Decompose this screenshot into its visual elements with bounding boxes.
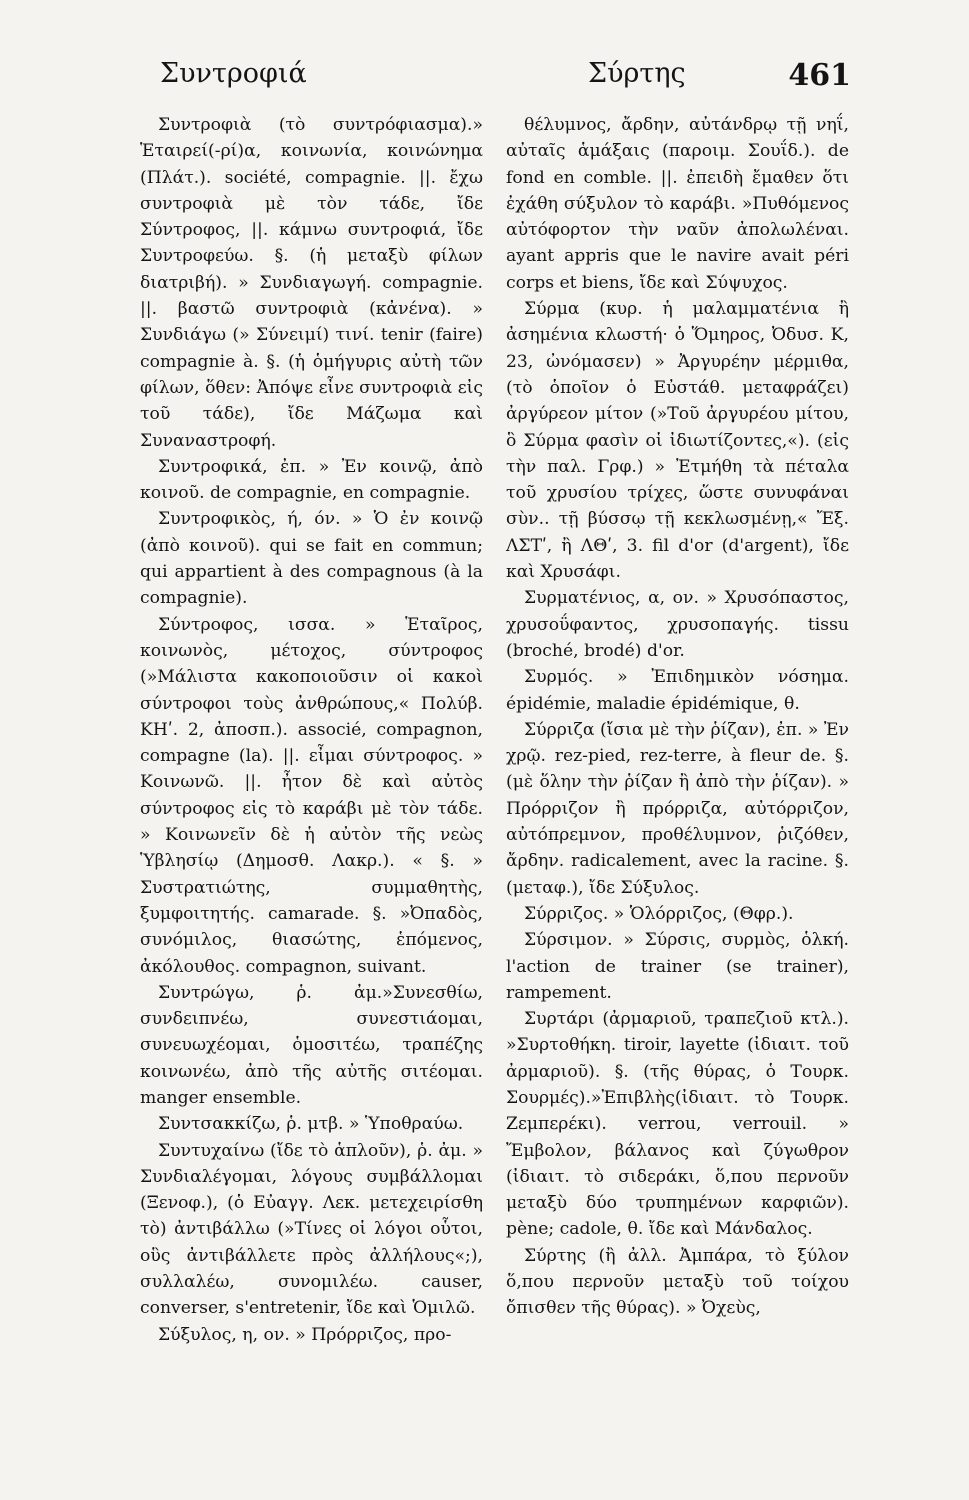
dictionary-entry: Σύρσιμον. » Σύρσις, συρμὸς, ὁλκή. l'action de trainer (se trainer), rampement. bbox=[506, 930, 849, 1003]
dictionary-entry: Συρτάρι (ἀρμαριοῦ, τραπεζιοῦ κτλ.). »Συρτοθήκη. tiroir, layette (ἰδιαιτ. τοῦ ἀρμαριοῦ). §. (τῆς θύρας, ὁ Τουρκ. Σουρμές).»Ἐπιβλὴς(ἰδιαιτ. τὸ Τουρκ. Ζεμπερέκι). verrou, verrouil. » Ἔμβολον, βάλανος καὶ ζύγωθρον (ἰδιαιτ. τὸ σιδεράκι, ὅ,που περνοῦν μεταξὺ δύο τρυπημένων καρφιῶν). pène; cadole, θ. ἴδε καὶ Μάνδαλος. bbox=[506, 1009, 849, 1240]
dictionary-entry: Συντσακκίζω, ῥ. μτβ. » Ὑποθραύω. bbox=[158, 1114, 464, 1135]
dictionary-entry: Συρμός. » Ἐπιδημικὸν νόσημα. épidémie, maladie épidémique, θ. bbox=[506, 667, 849, 714]
dictionary-entry: Συντροφικά, ἐπ. » Ἐν κοινῷ, ἀπὸ κοινοῦ. de compagnie, en compagnie. bbox=[140, 456, 483, 504]
text-columns bbox=[140, 112, 849, 1348]
dictionary-entry: Σύρμα (κυρ. ἡ μαλαμματένια ἢ ἀσημένια κλωστή· ὁ Ὅμηρος, Ὀδυσ. Κ, 23, ὠνόμασεν) » Ἀργυρέην μέρμιθα, (τὸ ὁποῖον ὁ Εὐστάθ. μεταφράζει) ἀργύρεον μίτον (»Τοῦ ἀργυρέου μίτου, ὃ Σύρμα φασὶν οἱ ἰδιωτίζοντες,«). (εἰς τὴν παλ. Γρφ.) » Ἐτμήθη τὰ πέταλα τοῦ χρυσίου τρίχες, ὥστε συνυφάναι σὺν.. τῇ βύσσῳ τῇ κεκλωσμένῃ,« Ἔξ. ΛΣΤʹ, ἢ ΛΘʹ, 3. fil d'or (d'argent), ἴδε καὶ Χρυσάφι. bbox=[506, 299, 849, 583]
dictionary-entry: Συντροφιὰ (τὸ συντρόφιασμα).» Ἑταιρεί(-ρί)α, κοινωνία, κοινώνημα (Πλάτ.). société, compagnie. ||. ἔχω συντροφιὰ μὲ τὸν τάδε, ἴδε Σύντροφος, ||. κάμνω συντροφιά, ἴδε Συντροφεύω. §. (ἡ μεταξὺ φίλων διατριβή). » Συνδιαγωγή. compagnie. ||. βαστῶ συντροφιὰ (κἀνένα). » Συνδιάγω (» Σύνειμί) τινί. tenir (faire) compagnie à. §. (ἡ ὁμήγυρις αὐτὴ τῶν φίλων, ὅθεν: Ἀπόψε εἶνε συντροφιὰ εἰς τοῦ τάδε), ἴδε Μάζωμα καὶ Συναναστροφή. bbox=[140, 115, 483, 451]
dictionary-entry: Σύξυλος, η, ον. » Πρόρριζος, προ- bbox=[158, 1324, 452, 1345]
header-left-guide-word: Συντροφιά bbox=[160, 58, 307, 89]
running-header bbox=[140, 58, 849, 102]
dictionary-entry: Συρματένιος, α, ον. » Χρυσόπαστος, χρυσοΰφαντος, χρυσοπαγής. tissu (broché, brodé) d'or. bbox=[506, 588, 849, 661]
dictionary-entry: θέλυμνος, ἄρδην, αὐτάνδρῳ τῇ νηΐ, αὐταῖς ἁμάξαις (παροιμ. Σουΐδ.). de fond en comble. ||. ἐπειδὴ ἔμαθεν ὅτι ἐχάθη σύξυλον τὸ καράβι. »Πυθόμενος αὐτόφορτον τὴν ναῦν ἀπολωλέναι. ayant appris que le navire avait péri corps et biens, ἴδε καὶ Σύψυχος. bbox=[506, 115, 849, 293]
dictionary-entry: Σύρριζος. » Ὁλόρριζος, (Θφρ.). bbox=[524, 903, 794, 924]
page-number: 461 bbox=[788, 58, 851, 93]
dictionary-entry: Συντροφικὸς, ή, όν. » Ὁ ἐν κοινῷ (ἀπὸ κοινοῦ). qui se fait en commun; qui appartient à des compagnous (à la compagnie). bbox=[140, 509, 483, 609]
dictionary-entry: Σύρτης (ἢ ἀλλ. Ἀμπάρα, τὸ ξύλον ὅ,που περνοῦν μεταξὺ τοῦ τοίχου ὄπισθεν τῆς θύρας). » Ὀχεὺς, bbox=[506, 1245, 849, 1319]
dictionary-entry: Συντρώγω, ῥ. ἀμ.»Συνεσθίω, συνδειπνέω, συνεστιάομαι, συνευωχέομαι, ὁμοσιτέω, τραπέζης κοινωνέω, ἀπὸ τῆς αὐτῆς σιτέομαι. manger ensemble. bbox=[140, 982, 483, 1108]
dictionary-entry: Σύρριζα (ἴσια μὲ τὴν ῥίζαν), ἐπ. » Ἐν χρῷ. rez-pied, rez-terre, à fleur de. §. (μὲ ὅλην τὴν ῥίζαν ἢ ἀπὸ τὴν ῥίζαν). » Πρόρριζον ἢ πρόρριζα, αὐτόρριζον, αὐτόπρεμνον, προθέλυμνον, ῥιζόθεν, ἄρδην. radicalement, avec la racine. §. (μεταφ.), ἴδε Σύξυλος. bbox=[506, 719, 849, 898]
right-column bbox=[506, 112, 849, 1348]
dictionary-entry: Συντυχαίνω (ἴδε τὸ ἁπλοῦν), ῥ. ἀμ. » Συνδιαλέγομαι, λόγους συμβάλλομαι (Ξενοφ.), (ὁ Εὐαγγ. Λεκ. μετεχειρίσθη τὸ) ἀντιβάλλω (»Τίνες οἱ λόγοι οὗτοι, οὓς ἀντιβάλλετε πρὸς ἀλλήλους«;), συλλαλέω, συνομιλέω. causer, converser, s'entretenir, ἴδε καὶ Ὁμιλῶ. bbox=[140, 1140, 483, 1319]
header-right-guide-word: Σύρτης bbox=[588, 58, 686, 89]
dictionary-entry: Σύντροφος, ισσα. » Ἑταῖρος, κοινωνὸς, μέτοχος, σύντροφος (»Μάλιστα κακοποιοῦσιν οἱ κακοὶ σύντροφοι τοὺς ἀνθρώπους,« Πολύβ. ΚΗʹ. 2, ἀποσπ.). associé, compagnon, compagne (la). ||. εἶμαι σύντροφος. » Κοινωνῶ. ||. ἦτον δὲ καὶ αὐτὸς σύντροφος εἰς τὸ καράβι μὲ τὸν τάδε. » Κοινωνεῖν δὲ ἡ αὐτὸν τῆς νεὼς Ὑβλησίῳ (Δημοσθ. Λακρ.). « §. » Συστρατιώτης, συμμαθητὴς, ξυμφοιτητής. camarade. §. »Ὀπαδὸς, συνόμιλος, θιασώτης, ἑπόμενος, ἀκόλουθος. compagnon, suivant. bbox=[140, 614, 483, 977]
left-column bbox=[140, 112, 483, 1348]
